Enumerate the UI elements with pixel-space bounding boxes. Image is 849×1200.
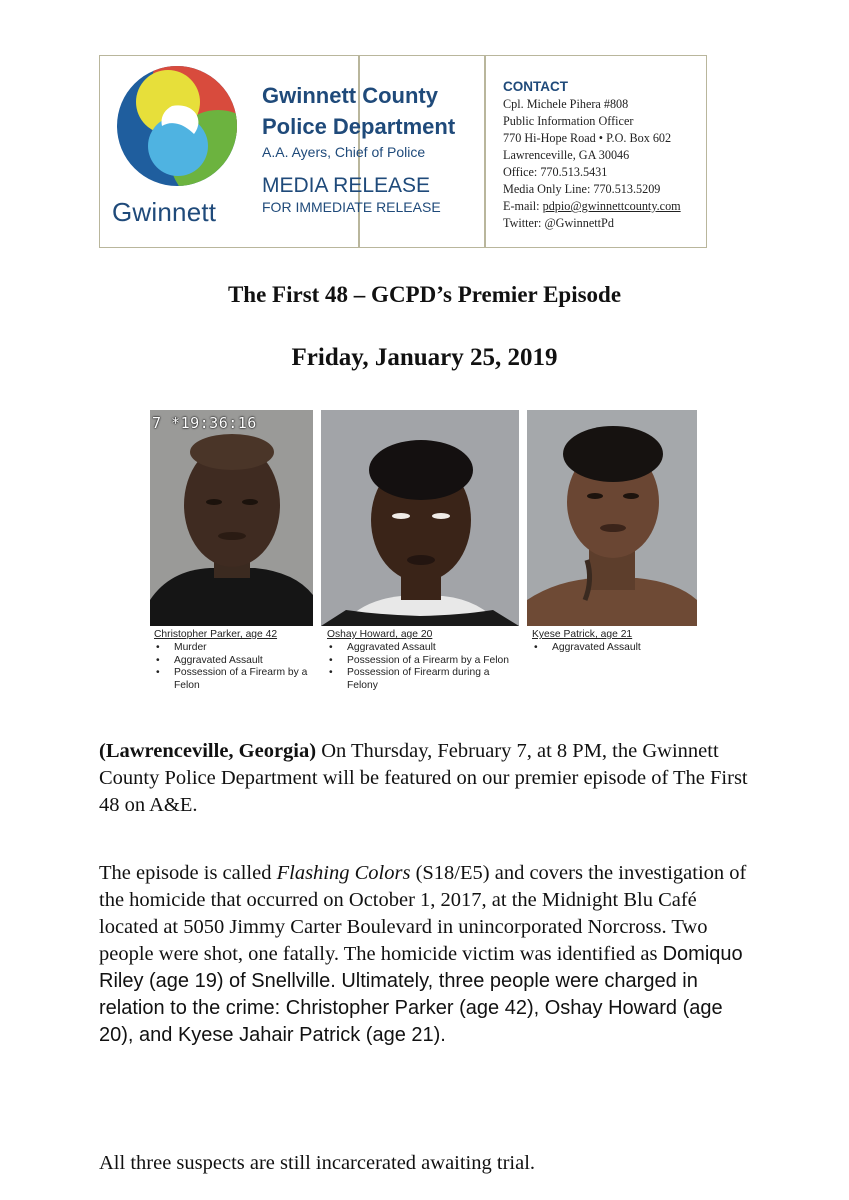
charge-item: • Possession of Firearm during a Felony — [327, 667, 513, 693]
suspect-photo-howard — [321, 410, 519, 626]
intro-text: On Thursday, February 7, at 8 PM, the Gwinnett County Police Department will be featured on our premier episode of The First 48 on A&E. — [99, 740, 748, 816]
charges-list — [532, 642, 702, 655]
charge-item: • Murder — [154, 642, 316, 655]
suspect-photo-parker — [150, 410, 313, 626]
chief-of-police: A.A. Ayers, Chief of Police — [262, 144, 426, 160]
charges-list — [327, 642, 513, 693]
person-photo-icon — [527, 410, 697, 626]
dateline: (Lawrenceville, Georgia) — [99, 740, 317, 762]
header-box — [99, 55, 707, 248]
contact-heading: CONTACT — [503, 79, 568, 94]
suspect-name: Christopher Parker, age 42 — [154, 629, 278, 640]
department-name-line2: Police Department — [262, 114, 456, 139]
photo-timestamp: 7 *19:36:16 — [152, 414, 257, 432]
release-date: Friday, January 25, 2019 — [291, 344, 558, 371]
episode-title: Flashing Colors — [276, 862, 411, 884]
department-block — [262, 80, 455, 216]
page-title: The First 48 – GCPD’s Premier Episode — [227, 282, 622, 307]
charge-item: • Aggravated Assault — [532, 642, 702, 655]
logo-wordmark: Gwinnett — [112, 197, 217, 227]
contact-email-link[interactable]: pdpio@gwinnettcounty.com — [542, 199, 681, 213]
charge-item: • Possession of a Firearm by a Felon — [327, 655, 513, 668]
contact-block — [503, 78, 681, 232]
contact-office-phone: Office: 770.513.5431 — [503, 165, 608, 179]
contact-email-line — [503, 198, 681, 215]
department-name-line1: Gwinnett County — [262, 83, 438, 108]
person-photo-icon — [321, 410, 519, 626]
person-photo-icon — [150, 410, 313, 626]
suspect-name: Oshay Howard, age 20 — [327, 629, 433, 640]
contact-email-prefix: E-mail: — [503, 199, 543, 213]
body-paragraph-status: All three suspects are still incarcerated awaiting trial. — [99, 1152, 536, 1174]
contact-name: Cpl. Michele Pihera #808 — [503, 97, 629, 111]
episode-text-victim: Domiquo Riley (age 19) of Snellville. Ultimately, three people were charged in relation to the crime: Christopher Parker (age 42), Oshay Howard (age 20), and Kyese Jahair Patrick (age 21). — [99, 943, 743, 1046]
episode-text-b: (S18/E5) and covers the investigation of the homicide that occurred on October 1, 2017, at the Midnight Blu Café located at 5050 Jimmy Carter Boulevard in unincorporated Norcross. Two people were shot, one fatally. The homicide victim was identified as — [99, 862, 747, 965]
body-paragraph-episode — [99, 860, 759, 1049]
suspect-photo-patrick — [527, 410, 697, 626]
suspect-caption-parker — [154, 629, 316, 693]
contact-media-phone: Media Only Line: 770.513.5209 — [503, 182, 661, 196]
charge-item: • Aggravated Assault — [327, 642, 513, 655]
media-release-label: MEDIA RELEASE — [262, 174, 431, 197]
contact-twitter: Twitter: @GwinnettPd — [503, 216, 614, 230]
suspect-caption-howard — [327, 629, 513, 693]
contact-role: Public Information Officer — [503, 114, 634, 128]
logo-cyan-segment — [148, 116, 208, 176]
suspect-caption-patrick — [532, 629, 702, 655]
gwinnett-logo-icon — [110, 62, 250, 197]
header-divider — [484, 56, 486, 247]
body-paragraph-intro — [99, 738, 759, 819]
contact-city: Lawrenceville, GA 30046 — [503, 148, 630, 162]
episode-text-a: The episode is called — [99, 862, 277, 884]
charge-item: • Aggravated Assault — [154, 655, 316, 668]
charge-item: • Possession of a Firearm by a Felon — [154, 667, 316, 693]
charges-list — [154, 642, 316, 693]
immediate-release-label: FOR IMMEDIATE RELEASE — [262, 199, 441, 215]
suspect-name: Kyese Patrick, age 21 — [532, 629, 633, 640]
contact-address: 770 Hi-Hope Road • P.O. Box 602 — [503, 131, 672, 145]
